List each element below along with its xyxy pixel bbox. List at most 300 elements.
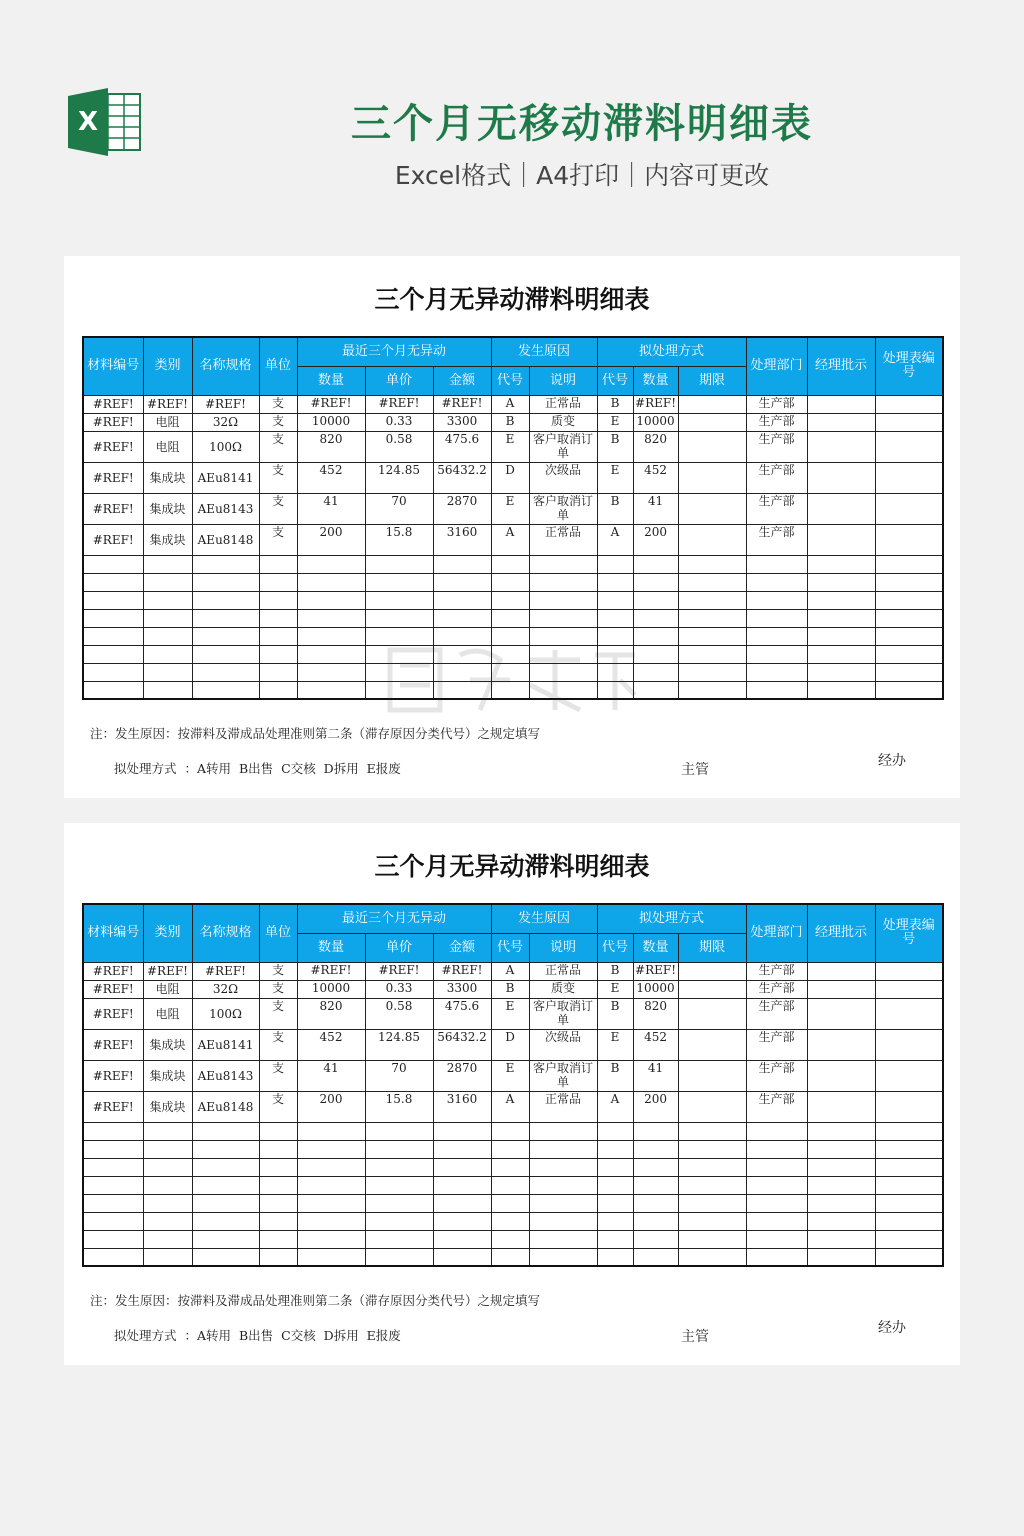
empty-cell [83, 1212, 143, 1230]
empty-cell [192, 1140, 259, 1158]
cell-price: 0.33 [365, 413, 433, 431]
empty-cell [529, 1140, 597, 1158]
cell-unit: 支 [259, 524, 297, 555]
table-row [83, 1091, 943, 1122]
empty-cell [365, 1248, 433, 1266]
cell-spec: AEu8148 [192, 1091, 259, 1122]
header-unit: 单位 [259, 337, 297, 395]
cell-rdesc: 正常品 [529, 962, 597, 980]
cell-rdesc: 质变 [529, 980, 597, 998]
empty-cell [433, 555, 491, 573]
header-method-group: 拟处理方式 [597, 904, 746, 933]
header-reason-code: 代号 [491, 366, 529, 395]
cell-unit: 支 [259, 980, 297, 998]
header-form-no: 处理表编号 [875, 904, 943, 962]
cell-amount: 475.6 [433, 998, 491, 1029]
header-approval: 经理批示 [807, 904, 875, 962]
cell-form [875, 962, 943, 980]
empty-cell [529, 1248, 597, 1266]
cell-unit: 支 [259, 1091, 297, 1122]
cell-no: #REF! [83, 395, 143, 413]
empty-cell [875, 591, 943, 609]
empty-cell [529, 1176, 597, 1194]
empty-row [83, 1230, 943, 1248]
empty-row [83, 591, 943, 609]
excel-icon [68, 88, 142, 156]
cell-amount: 3160 [433, 524, 491, 555]
cell-mqty: 452 [633, 1029, 678, 1060]
cell-no: #REF! [83, 493, 143, 524]
empty-cell [875, 1248, 943, 1266]
empty-cell [746, 1158, 807, 1176]
cell-form [875, 998, 943, 1029]
empty-row [83, 1158, 943, 1176]
cell-dept: 生产部 [746, 1029, 807, 1060]
empty-cell [746, 591, 807, 609]
empty-cell [529, 573, 597, 591]
table-row [83, 1060, 943, 1091]
empty-cell [529, 555, 597, 573]
empty-cell [597, 1248, 633, 1266]
empty-cell [678, 1122, 746, 1140]
cell-approval [807, 962, 875, 980]
cell-qty: 820 [297, 431, 365, 462]
empty-cell [143, 1158, 192, 1176]
table-row [83, 998, 943, 1029]
cell-deadline [678, 998, 746, 1029]
empty-cell [597, 555, 633, 573]
header-material-no: 材料编号 [83, 904, 143, 962]
cell-rdesc: 次级品 [529, 1029, 597, 1060]
cell-mqty: 41 [633, 1060, 678, 1091]
table-row [83, 413, 943, 431]
empty-cell [143, 627, 192, 645]
empty-cell [297, 681, 365, 699]
empty-cell [807, 1230, 875, 1248]
empty-cell [259, 1212, 297, 1230]
empty-cell [259, 1158, 297, 1176]
cell-rdesc: 正常品 [529, 1091, 597, 1122]
header-price: 单价 [365, 366, 433, 395]
empty-cell [433, 1248, 491, 1266]
empty-cell [297, 1230, 365, 1248]
empty-cell [491, 1230, 529, 1248]
cell-unit: 支 [259, 493, 297, 524]
cell-spec: 32Ω [192, 413, 259, 431]
header-recent-group: 最近三个月无异动 [297, 337, 491, 366]
empty-cell [297, 555, 365, 573]
empty-cell [259, 591, 297, 609]
empty-cell [875, 555, 943, 573]
cell-price: #REF! [365, 395, 433, 413]
empty-cell [297, 573, 365, 591]
empty-cell [807, 645, 875, 663]
empty-cell [143, 1122, 192, 1140]
empty-cell [365, 1194, 433, 1212]
empty-cell [297, 609, 365, 627]
cell-approval [807, 1091, 875, 1122]
cell-dept: 生产部 [746, 980, 807, 998]
cell-spec: 100Ω [192, 998, 259, 1029]
cell-qty: 452 [297, 462, 365, 493]
empty-cell [259, 1122, 297, 1140]
empty-cell [83, 1248, 143, 1266]
empty-cell [807, 663, 875, 681]
empty-cell [597, 1140, 633, 1158]
empty-cell [433, 1140, 491, 1158]
empty-cell [678, 1230, 746, 1248]
empty-cell [633, 555, 678, 573]
empty-cell [297, 591, 365, 609]
empty-cell [143, 1248, 192, 1266]
header-recent-group: 最近三个月无异动 [297, 904, 491, 933]
cell-price: #REF! [365, 962, 433, 980]
detail-table [82, 903, 944, 1267]
cell-rcode: A [491, 395, 529, 413]
cell-form [875, 1029, 943, 1060]
cell-qty: #REF! [297, 962, 365, 980]
empty-cell [491, 1122, 529, 1140]
cell-amount: 3300 [433, 413, 491, 431]
empty-cell [633, 1194, 678, 1212]
cell-mqty: 10000 [633, 980, 678, 998]
banner-subtitle: Excel格式｜A4打印｜内容可更改 [394, 161, 770, 190]
empty-cell [259, 609, 297, 627]
cell-price: 0.58 [365, 998, 433, 1029]
cell-dept: 生产部 [746, 413, 807, 431]
cell-deadline [678, 395, 746, 413]
empty-cell [807, 1212, 875, 1230]
cell-qty: 10000 [297, 413, 365, 431]
empty-cell [192, 663, 259, 681]
cell-cat: 电阻 [143, 980, 192, 998]
cell-deadline [678, 462, 746, 493]
empty-cell [807, 609, 875, 627]
empty-cell [365, 609, 433, 627]
empty-cell [83, 1230, 143, 1248]
empty-cell [297, 663, 365, 681]
empty-cell [83, 1140, 143, 1158]
empty-cell [297, 1122, 365, 1140]
header-category: 类别 [143, 337, 192, 395]
empty-cell [491, 609, 529, 627]
empty-cell [633, 1176, 678, 1194]
table-row [83, 980, 943, 998]
empty-cell [192, 555, 259, 573]
empty-cell [259, 1176, 297, 1194]
empty-cell [259, 1194, 297, 1212]
empty-cell [365, 591, 433, 609]
cell-spec: AEu8143 [192, 493, 259, 524]
cell-amount: 2870 [433, 1060, 491, 1091]
cell-mqty: #REF! [633, 962, 678, 980]
cell-rcode: D [491, 462, 529, 493]
empty-cell [597, 1212, 633, 1230]
empty-cell [746, 1176, 807, 1194]
empty-cell [746, 1230, 807, 1248]
empty-cell [433, 1194, 491, 1212]
empty-cell [807, 1140, 875, 1158]
empty-cell [192, 645, 259, 663]
empty-cell [83, 1122, 143, 1140]
empty-cell [365, 555, 433, 573]
cell-form [875, 413, 943, 431]
cell-approval [807, 980, 875, 998]
empty-row [83, 1212, 943, 1230]
empty-cell [529, 1158, 597, 1176]
cell-unit: 支 [259, 1029, 297, 1060]
cell-unit: 支 [259, 413, 297, 431]
handler-label: 经办 [878, 1320, 906, 1336]
cell-mcode: B [597, 431, 633, 462]
empty-cell [597, 609, 633, 627]
empty-cell [259, 645, 297, 663]
banner-title: 三个月无移动滞料明细表 [351, 101, 813, 147]
empty-cell [192, 1248, 259, 1266]
empty-cell [491, 573, 529, 591]
empty-cell [192, 591, 259, 609]
empty-cell [143, 1176, 192, 1194]
cell-price: 0.58 [365, 431, 433, 462]
cell-deadline [678, 1091, 746, 1122]
empty-cell [83, 663, 143, 681]
header-material-no: 材料编号 [83, 337, 143, 395]
cell-no: #REF! [83, 980, 143, 998]
empty-cell [259, 1230, 297, 1248]
empty-cell [875, 609, 943, 627]
cell-approval [807, 998, 875, 1029]
cell-mcode: E [597, 413, 633, 431]
cell-rdesc: 客户取消订单 [529, 1060, 597, 1091]
cell-unit: 支 [259, 1060, 297, 1091]
empty-cell [83, 573, 143, 591]
empty-cell [746, 681, 807, 699]
empty-cell [143, 1140, 192, 1158]
cell-qty: #REF! [297, 395, 365, 413]
cell-rdesc: 正常品 [529, 395, 597, 413]
sheet-title: 三个月无异动滞料明细表 [374, 285, 650, 314]
table-row [83, 524, 943, 555]
empty-cell [433, 591, 491, 609]
cell-unit: 支 [259, 998, 297, 1029]
cell-rcode: B [491, 980, 529, 998]
empty-cell [83, 1176, 143, 1194]
cell-spec: 32Ω [192, 980, 259, 998]
empty-cell [83, 645, 143, 663]
cell-dept: 生产部 [746, 998, 807, 1029]
empty-cell [746, 1140, 807, 1158]
cell-price: 15.8 [365, 1091, 433, 1122]
empty-cell [297, 1158, 365, 1176]
empty-cell [259, 573, 297, 591]
note-reason: 注：发生原因：按滞料及滞成品处理准则第二条（滞存原因分类代号）之规定填写 [90, 726, 541, 741]
cell-dept: 生产部 [746, 524, 807, 555]
empty-cell [807, 1248, 875, 1266]
cell-amount: 56432.2 [433, 1029, 491, 1060]
empty-cell [365, 1230, 433, 1248]
empty-cell [678, 1212, 746, 1230]
empty-cell [875, 1194, 943, 1212]
cell-mcode: A [597, 524, 633, 555]
cell-no: #REF! [83, 462, 143, 493]
cell-mqty: 41 [633, 493, 678, 524]
empty-cell [433, 1230, 491, 1248]
empty-cell [365, 1158, 433, 1176]
table-row [83, 962, 943, 980]
empty-cell [259, 681, 297, 699]
empty-cell [143, 681, 192, 699]
cell-unit: 支 [259, 462, 297, 493]
header-deadline: 期限 [678, 366, 746, 395]
header-method-qty: 数量 [633, 933, 678, 962]
empty-cell [259, 1140, 297, 1158]
empty-cell [807, 1194, 875, 1212]
empty-cell [491, 1212, 529, 1230]
empty-cell [192, 1158, 259, 1176]
empty-cell [491, 1194, 529, 1212]
empty-cell [678, 645, 746, 663]
note-method: 拟处理方式 ：A转用 B出售 C交核 D拆用 E报废 [114, 761, 401, 776]
empty-row [83, 573, 943, 591]
empty-cell [633, 1248, 678, 1266]
cell-no: #REF! [83, 524, 143, 555]
header-name-spec: 名称规格 [192, 904, 259, 962]
cell-dept: 生产部 [746, 395, 807, 413]
cell-amount: 3300 [433, 980, 491, 998]
cell-dept: 生产部 [746, 431, 807, 462]
cell-no: #REF! [83, 1091, 143, 1122]
empty-cell [678, 591, 746, 609]
supervisor-label: 主管 [681, 762, 709, 778]
cell-mcode: A [597, 1091, 633, 1122]
cell-cat: 集成块 [143, 1091, 192, 1122]
empty-cell [365, 573, 433, 591]
cell-cat: 电阻 [143, 413, 192, 431]
cell-deadline [678, 431, 746, 462]
empty-cell [192, 627, 259, 645]
empty-cell [143, 645, 192, 663]
empty-row [83, 1122, 943, 1140]
empty-cell [365, 1176, 433, 1194]
cell-no: #REF! [83, 998, 143, 1029]
empty-cell [365, 1140, 433, 1158]
empty-row [83, 1140, 943, 1158]
empty-cell [259, 1248, 297, 1266]
empty-cell [678, 681, 746, 699]
sheet-title: 三个月无异动滞料明细表 [374, 852, 650, 881]
table-row [83, 493, 943, 524]
empty-cell [746, 573, 807, 591]
empty-row [83, 555, 943, 573]
empty-cell [597, 591, 633, 609]
empty-cell [807, 1158, 875, 1176]
cell-deadline [678, 1029, 746, 1060]
header-qty: 数量 [297, 933, 365, 962]
cell-mqty: 200 [633, 1091, 678, 1122]
cell-amount: #REF! [433, 395, 491, 413]
cell-price: 70 [365, 1060, 433, 1091]
empty-cell [143, 663, 192, 681]
empty-cell [529, 609, 597, 627]
empty-cell [491, 591, 529, 609]
cell-approval [807, 493, 875, 524]
empty-cell [597, 1122, 633, 1140]
empty-cell [83, 1158, 143, 1176]
empty-cell [83, 627, 143, 645]
header-approval: 经理批示 [807, 337, 875, 395]
header-amount: 金额 [433, 366, 491, 395]
empty-cell [633, 591, 678, 609]
empty-cell [433, 1122, 491, 1140]
cell-cat: 集成块 [143, 1029, 192, 1060]
header-reason-desc: 说明 [529, 933, 597, 962]
empty-cell [491, 1140, 529, 1158]
empty-cell [746, 1194, 807, 1212]
header-unit: 单位 [259, 904, 297, 962]
empty-cell [597, 573, 633, 591]
empty-cell [192, 609, 259, 627]
header-price: 单价 [365, 933, 433, 962]
empty-cell [259, 663, 297, 681]
empty-cell [297, 1140, 365, 1158]
cell-form [875, 1091, 943, 1122]
empty-cell [143, 555, 192, 573]
empty-cell [633, 1230, 678, 1248]
cell-rcode: A [491, 1091, 529, 1122]
watermark-icon [380, 640, 640, 720]
cell-rcode: E [491, 998, 529, 1029]
cell-cat: 集成块 [143, 1060, 192, 1091]
cell-rcode: A [491, 524, 529, 555]
empty-cell [433, 1176, 491, 1194]
empty-cell [529, 1230, 597, 1248]
cell-no: #REF! [83, 1060, 143, 1091]
cell-rcode: B [491, 413, 529, 431]
header-dept: 处理部门 [746, 904, 807, 962]
empty-cell [875, 627, 943, 645]
empty-cell [143, 1230, 192, 1248]
cell-rdesc: 客户取消订单 [529, 431, 597, 462]
cell-form [875, 395, 943, 413]
cell-dept: 生产部 [746, 1060, 807, 1091]
empty-cell [875, 573, 943, 591]
cell-approval [807, 431, 875, 462]
empty-cell [678, 627, 746, 645]
cell-qty: 41 [297, 1060, 365, 1091]
empty-cell [192, 1212, 259, 1230]
empty-cell [678, 1176, 746, 1194]
cell-approval [807, 1029, 875, 1060]
cell-mqty: 10000 [633, 413, 678, 431]
header-category: 类别 [143, 904, 192, 962]
cell-price: 15.8 [365, 524, 433, 555]
cell-mcode: E [597, 1029, 633, 1060]
empty-cell [875, 681, 943, 699]
empty-cell [678, 1248, 746, 1266]
empty-cell [83, 681, 143, 699]
cell-spec: 100Ω [192, 431, 259, 462]
cell-no: #REF! [83, 962, 143, 980]
empty-cell [807, 1176, 875, 1194]
empty-cell [746, 645, 807, 663]
empty-cell [678, 609, 746, 627]
header-dept: 处理部门 [746, 337, 807, 395]
cell-mqty: 820 [633, 998, 678, 1029]
empty-cell [633, 1140, 678, 1158]
cell-rcode: E [491, 1060, 529, 1091]
empty-cell [875, 1212, 943, 1230]
empty-cell [143, 591, 192, 609]
